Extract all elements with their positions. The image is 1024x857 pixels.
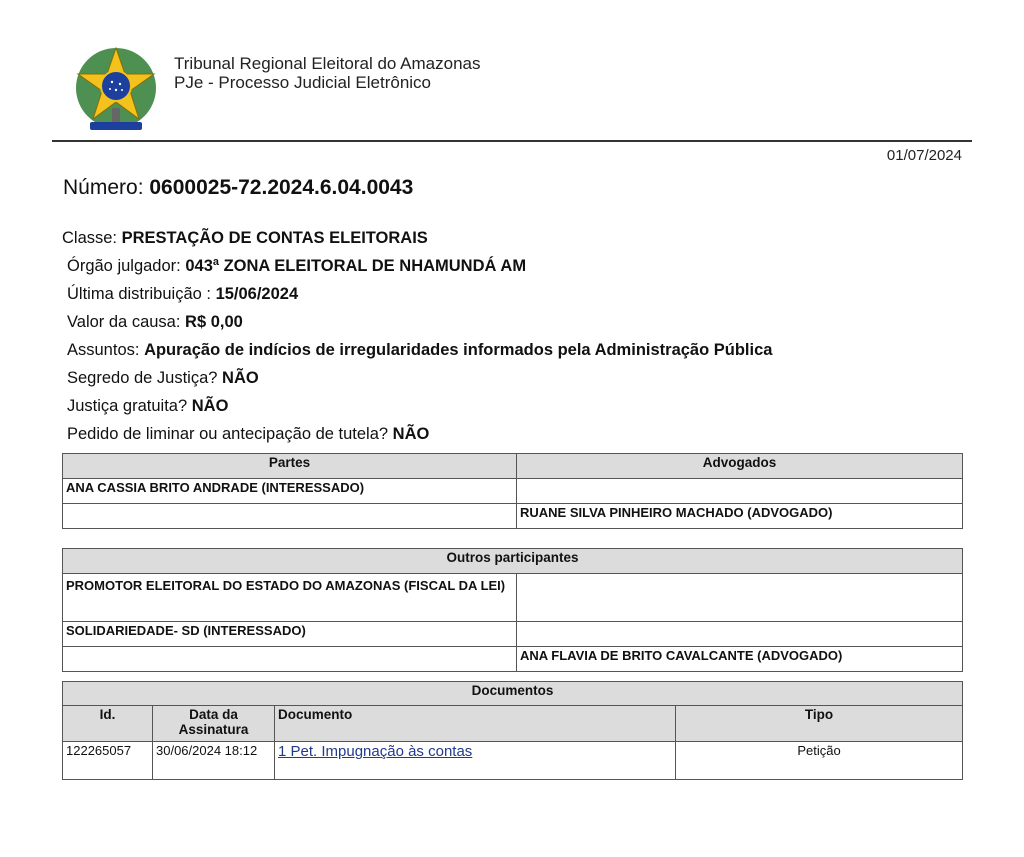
table-row xyxy=(63,504,963,529)
table-row xyxy=(63,479,963,504)
table-row xyxy=(63,622,963,647)
system-name: PJe - Processo Judicial Eletrônico xyxy=(174,73,432,92)
document-signature-date: 30/06/2024 18:12 xyxy=(153,742,275,780)
documents-header: Documentos xyxy=(63,682,963,706)
participant-cell xyxy=(63,647,517,672)
field-value: 15/06/2024 xyxy=(215,285,299,303)
header-divider xyxy=(52,140,972,142)
lawyer-cell xyxy=(517,479,963,504)
other-participants-header: Outros participantes xyxy=(63,549,963,574)
field-value: PRESTAÇÃO DE CONTAS ELEITORAIS xyxy=(121,229,428,247)
field-ultima-distribuicao xyxy=(67,285,298,304)
field-label: Valor da causa: xyxy=(67,313,181,331)
field-label: Classe: xyxy=(62,229,118,247)
column-type: Tipo xyxy=(676,706,963,742)
column-signature-date: Data da Assinatura xyxy=(153,706,275,742)
field-assuntos xyxy=(67,341,772,360)
table-row xyxy=(63,742,963,780)
party-cell xyxy=(63,504,517,529)
table-row xyxy=(63,647,963,672)
field-classe xyxy=(62,229,428,248)
field-value: 043ª ZONA ELEITORAL DE NHAMUNDÁ AM xyxy=(185,257,527,275)
field-label: Última distribuição : xyxy=(67,285,211,303)
participant-cell: SOLIDARIEDADE- SD (INTERESSADO) xyxy=(63,622,517,647)
court-name: Tribunal Regional Eleitoral do Amazonas xyxy=(174,54,481,73)
document-id: 122265057 xyxy=(63,742,153,780)
coat-of-arms-emblem xyxy=(70,44,162,138)
other-participants-table xyxy=(62,548,963,672)
field-valor-causa xyxy=(67,313,243,332)
column-document: Documento xyxy=(275,706,676,742)
parties-table xyxy=(62,453,963,529)
lawyer-cell xyxy=(517,574,963,622)
field-justica-gratuita xyxy=(67,397,228,416)
field-value: NÃO xyxy=(222,369,259,387)
document-cell xyxy=(275,742,676,780)
field-label: Justiça gratuita? xyxy=(67,397,188,415)
field-label: Órgão julgador: xyxy=(67,257,181,275)
lawyer-cell: RUANE SILVA PINHEIRO MACHADO (ADVOGADO) xyxy=(517,504,963,529)
field-orgao-julgador xyxy=(67,257,526,276)
lawyer-cell xyxy=(517,622,963,647)
document-date: 01/07/2024 xyxy=(886,147,962,164)
documents-table xyxy=(62,681,963,780)
field-value: R$ 0,00 xyxy=(185,313,243,331)
process-number-label: Número: xyxy=(63,176,144,199)
parties-header: Partes xyxy=(63,454,517,479)
field-segredo-justica xyxy=(67,369,259,388)
field-label: Segredo de Justiça? xyxy=(67,369,218,387)
party-cell: ANA CASSIA BRITO ANDRADE (INTERESSADO) xyxy=(63,479,517,504)
table-row xyxy=(63,574,963,622)
field-label: Assuntos: xyxy=(67,341,140,359)
document-type: Petição xyxy=(676,742,963,780)
field-label: Pedido de liminar ou antecipação de tutela? xyxy=(67,425,389,443)
process-number-value: 0600025-72.2024.6.04.0043 xyxy=(149,176,414,199)
participant-cell: PROMOTOR ELEITORAL DO ESTADO DO AMAZONAS (FISCAL DA LEI) xyxy=(63,574,517,622)
column-id: Id. xyxy=(63,706,153,742)
field-pedido-liminar xyxy=(67,425,429,444)
lawyer-cell: ANA FLAVIA DE BRITO CAVALCANTE (ADVOGADO) xyxy=(517,647,963,672)
process-number xyxy=(63,176,413,200)
document-link[interactable]: 1 Pet. Impugnação às contas xyxy=(278,743,473,760)
field-value: NÃO xyxy=(392,425,430,443)
field-value: NÃO xyxy=(191,397,229,415)
field-value: Apuração de indícios de irregularidades informados pela Administração Pública xyxy=(144,341,773,359)
lawyers-header: Advogados xyxy=(517,454,963,479)
